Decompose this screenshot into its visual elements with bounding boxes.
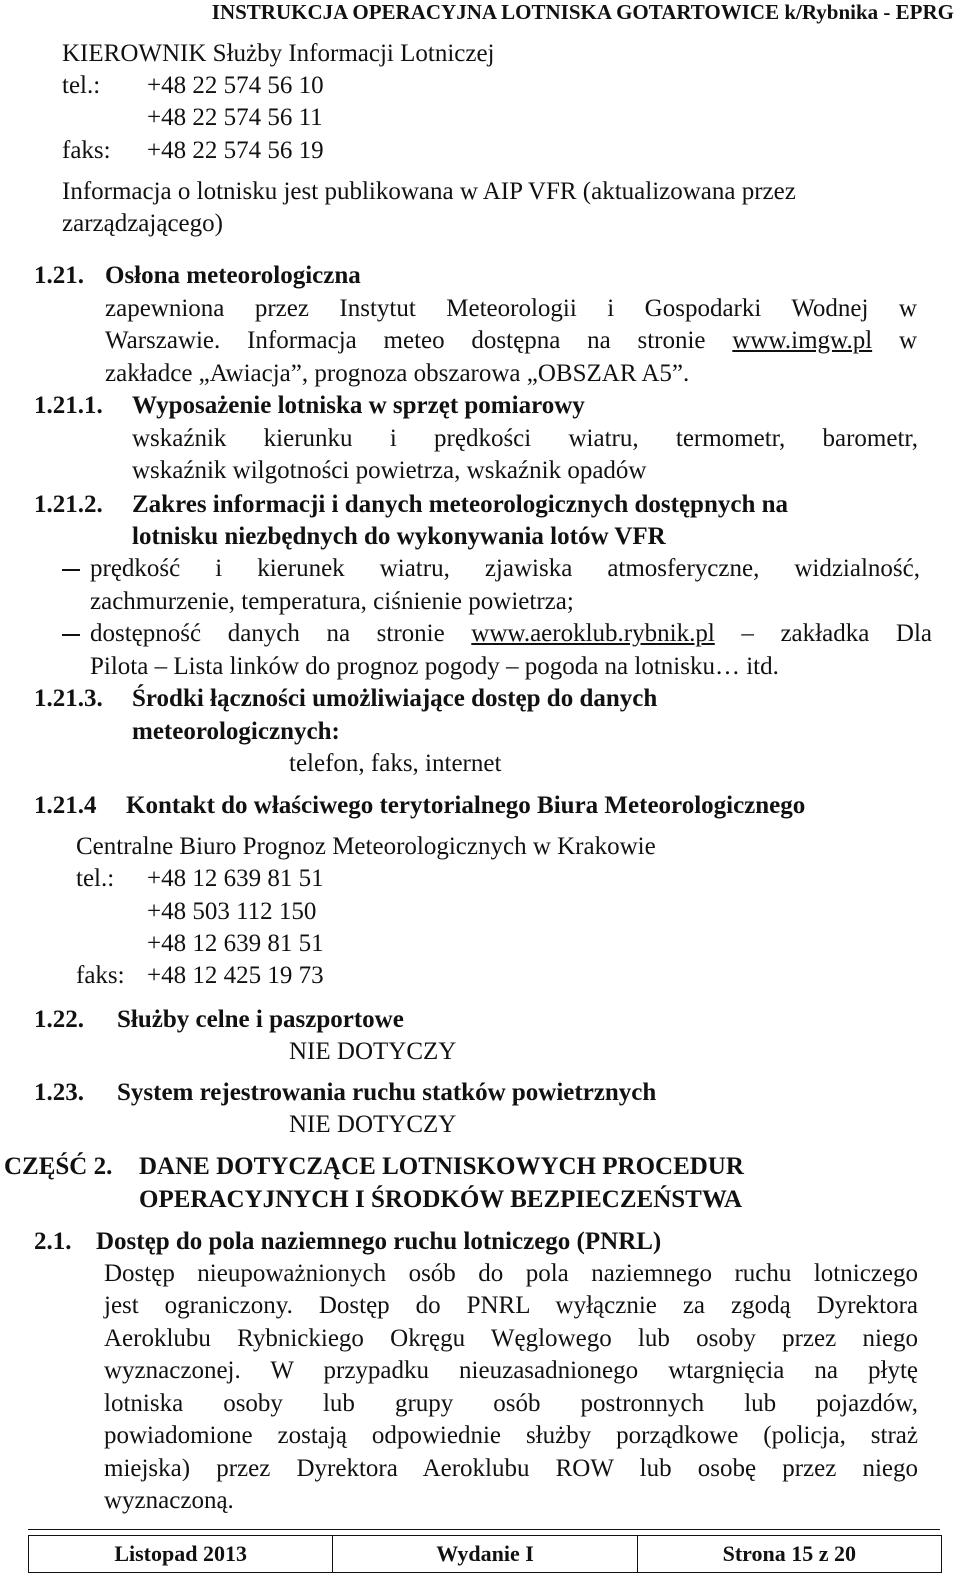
footer-rule [28, 1529, 940, 1530]
meteo-line-2: Warszawie. Informacja meteo dostępna na stronie www.imgw.pl w [105, 327, 917, 354]
sil-tel-label: tel.: [62, 72, 101, 99]
meteo-line-1: zapewniona przez Instytut Meteorologii i Gospodarki Wodnej w [105, 295, 917, 322]
running-header: INSTRUKCJA OPERACYJNA LOTNISKA GOTARTOWICE k/Rybnika - EPRG [211, 0, 954, 24]
sil-fax-label: faks: [62, 137, 111, 164]
sil-info-line-2: zarządzającego) [62, 210, 223, 237]
footer-edition: Wydanie I [332, 1536, 636, 1572]
sil-tel-1: +48 22 574 56 10 [147, 72, 324, 99]
sil-info-line-1: Informacja o lotnisku jest publikowana w AIP VFR (aktualizowana przez [62, 178, 796, 205]
section-title-1-23: System rejestrowania ruchu statków powietrznych [117, 1079, 657, 1106]
footer-date: Listopad 2013 [114, 1540, 247, 1566]
access-line-5: lotniska osoby lub grupy osób postronnych lub pojazdów, [104, 1390, 918, 1417]
meteo-line-3: zakładce „Awiacja”, prognoza obszarowa „OBSZAR A5”. [105, 360, 690, 387]
section-title-2-1: Dostęp do pola naziemnego ruchu lotniczego (PNRL) [96, 1228, 662, 1255]
bullet-1-line-2: zachmurzenie, temperatura, ciśnienie powietrza; [90, 588, 574, 615]
section-title-1-22: Służby celne i paszportowe [117, 1006, 404, 1033]
met-tel-3: +48 12 639 81 51 [147, 930, 324, 957]
section-title-1-21-2-line-1: Zakres informacji i danych meteorologicznych dostępnych na [132, 491, 789, 518]
part-2-title-line-1: DANE DOTYCZĄCE LOTNISKOWYCH PROCEDUR [139, 1153, 744, 1180]
section-number-1-21: 1.21. [34, 262, 84, 289]
dash-bullet-icon [62, 634, 80, 636]
met-tel-2: +48 503 112 150 [147, 898, 317, 925]
access-line-3: Aeroklubu Rybnickiego Okręgu Węglowego lub osoby przez niego [104, 1325, 918, 1352]
access-line-8: wyznaczoną. [104, 1487, 234, 1514]
section-title-1-21-4: Kontakt do właściwego terytorialnego Biura Meteorologicznego [126, 792, 806, 819]
section-title-1-21-3-line-2: meteorologicznych: [132, 718, 340, 745]
imgw-link[interactable]: www.imgw.pl [732, 327, 873, 354]
section-title-1-21-1: Wyposażenie lotniska w sprzęt pomiarowy [132, 392, 585, 419]
dash-bullet-icon [62, 569, 80, 571]
met-fax: +48 12 425 19 73 [147, 962, 324, 989]
part-2-title-line-2: OPERACYJNYCH I ŚRODKÓW BEZPIECZEŃSTWA [139, 1186, 743, 1213]
section-value-1-22: NIE DOTYCZY [289, 1038, 457, 1065]
access-line-1: Dostęp nieupoważnionych osób do pola naziemnego ruchu lotniczego [104, 1260, 918, 1287]
access-line-7: miejska) przez Dyrektora Aeroklubu ROW lub osobę przez niego [104, 1455, 918, 1482]
bullet-2-line-2: Pilota – Lista linków do prognoz pogody – pogoda na lotnisku… itd. [90, 653, 779, 680]
section-number-1-23: 1.23. [34, 1079, 84, 1106]
access-line-6: powiadomione zostają odpowiednie służby porządkowe (policja, straż [104, 1422, 918, 1449]
equipment-line-1: wskaźnik kierunku i prędkości wiatru, termometr, barometr, [132, 425, 918, 452]
bullet-1-line-1: prędkość i kierunek wiatru, zjawiska atmosferyczne, widzialność, [62, 553, 920, 586]
section-value-1-23: NIE DOTYCZY [289, 1111, 457, 1138]
access-line-2: jest ograniczony. Dostęp do PNRL wyłącznie za zgodą Dyrektora [104, 1292, 918, 1319]
sil-fax: +48 22 574 56 19 [147, 137, 324, 164]
bullet-2-line-1: dostępność danych na stronie www.aeroklub.rybnik.pl – zakładka Dla [62, 618, 932, 651]
section-title-1-21-2-line-2: lotnisku niezbędnych do wykonywania lotów VFR [132, 523, 666, 550]
access-line-4: wyznaczonej. W przypadku nieuzasadnionego wtargnięcia na płytę [104, 1357, 918, 1384]
part-2-label: CZĘŚĆ 2. [4, 1153, 113, 1180]
section-number-1-22: 1.22. [34, 1006, 84, 1033]
communication-means: telefon, faks, internet [289, 750, 502, 777]
section-title-1-21: Osłona meteorologiczna [105, 262, 361, 289]
met-tel-label: tel.: [76, 865, 115, 892]
section-number-1-21-2: 1.21.2. [34, 491, 103, 518]
met-fax-label: faks: [76, 962, 125, 989]
aeroklub-link[interactable]: www.aeroklub.rybnik.pl [471, 620, 715, 647]
section-title-1-21-3-line-1: Środki łączności umożliwiające dostęp do danych [132, 685, 658, 712]
section-number-1-21-3: 1.21.3. [34, 685, 103, 712]
section-number-1-21-4: 1.21.4 [34, 792, 97, 819]
met-office-name: Centralne Biuro Prognoz Meteorologicznych w Krakowie [76, 833, 656, 860]
footer-page-number: Strona 15 z 20 [637, 1536, 941, 1572]
page-footer [28, 1535, 942, 1573]
equipment-line-2: wskaźnik wilgotności powietrza, wskaźnik opadów [132, 457, 647, 484]
sil-tel-2: +48 22 574 56 11 [147, 104, 323, 131]
met-tel-1: +48 12 639 81 51 [147, 865, 324, 892]
sil-heading: KIEROWNIK Służby Informacji Lotniczej [62, 40, 495, 67]
section-number-2-1: 2.1. [34, 1228, 72, 1255]
section-number-1-21-1: 1.21.1. [34, 392, 103, 419]
